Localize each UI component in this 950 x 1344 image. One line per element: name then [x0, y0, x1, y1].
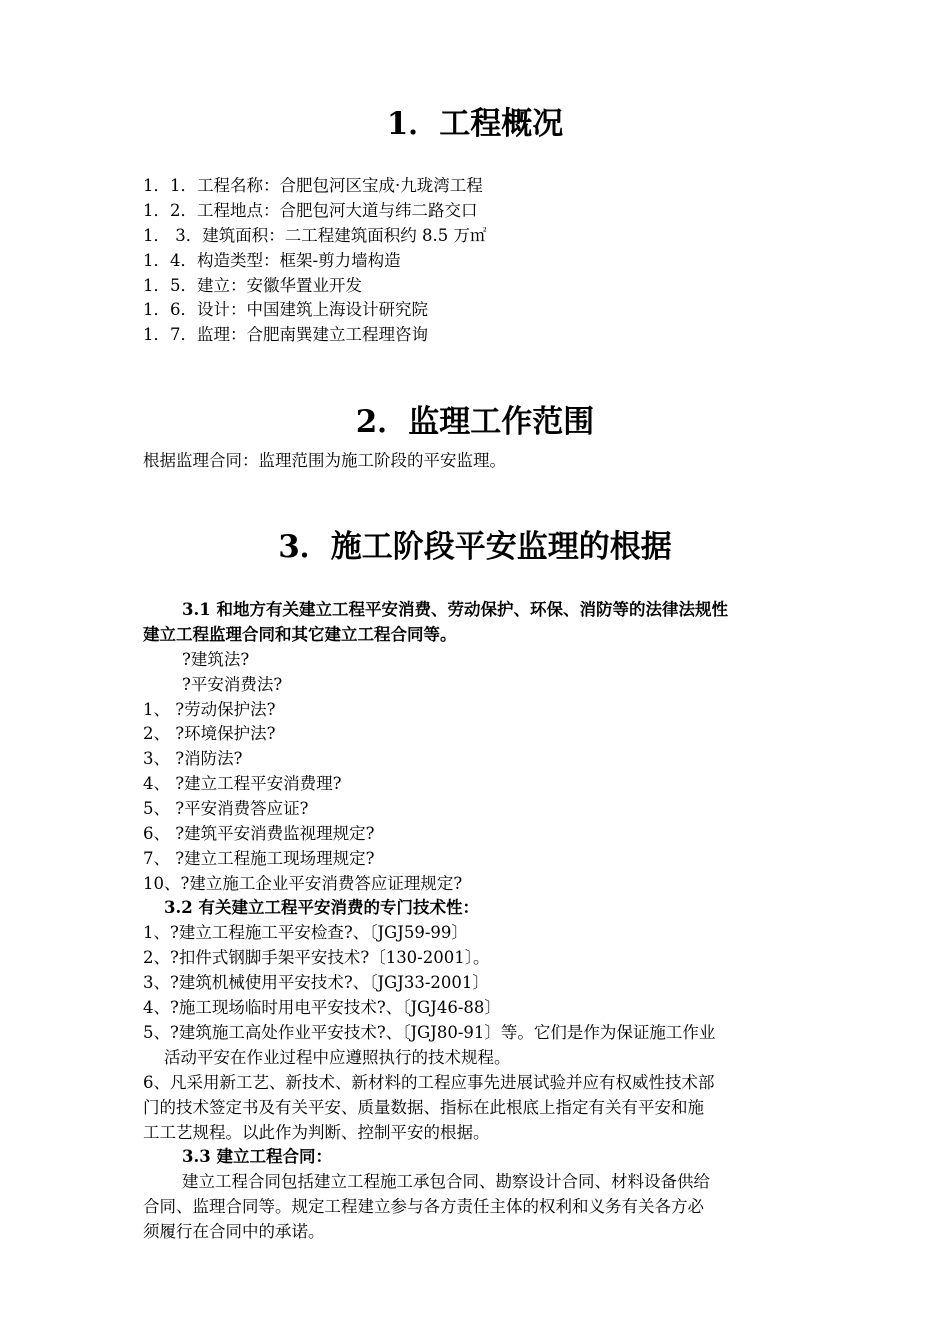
section-1-title: 1．工程概况 — [386, 106, 564, 142]
item-6-line-3: 工工艺规程。以此作为判断、控制平安的根据。 — [143, 1123, 490, 1142]
law-item: 1、 ?劳动保护法? — [143, 700, 276, 719]
supervisor: 1．7．监理：合肥南巽建立工程理咨询 — [143, 325, 428, 344]
tech-item: 1、?建立工程施工平安检查?、〔JGJ59-99〕 — [143, 923, 468, 942]
law-item: 10、?建立施工企业平安消费答应证理规定? — [143, 874, 463, 893]
tech-item: 5、?建筑施工高处作业平安技术?、〔JGJ80-91〕等。它们是作为保证施工作业 — [143, 1023, 716, 1042]
project-location: 1．2．工程地点：合肥包河大道与纬二路交口 — [143, 201, 478, 220]
item-6-line-2: 门的技术签定书及有关平安、质量数据、指标在此根底上指定有关有平安和施 — [143, 1098, 704, 1117]
law-item: 6、 ?建筑平安消费监视理规定? — [143, 824, 375, 843]
section-3-1-heading: 3.1 和地方有关建立工程平安消费、劳动保护、环保、消防等的法律法规性 — [182, 600, 728, 619]
section-3-title: 3．施工阶段平安监理的根据 — [278, 529, 672, 565]
building-area: 1． 3．建筑面积：二工程建筑面积约 8.5 万㎡ — [143, 226, 487, 245]
project-name: 1．1．工程名称：合肥包河区宝成·九珑湾工程 — [143, 176, 483, 195]
section-3-3-heading: 3.3 建立工程合同： — [182, 1147, 332, 1166]
section-2-title: 2．监理工作范围 — [355, 404, 595, 440]
tech-item: 3、?建筑机械使用平安技术?、〔JGJ33-2001〕 — [143, 973, 489, 992]
designer: 1．6．设计：中国建筑上海设计研究院 — [143, 300, 428, 319]
developer: 1．5．建立：安徽华置业开发 — [143, 276, 362, 295]
law-item: ?建筑法? — [182, 650, 250, 669]
contracts-line-2: 合同、监理合同等。规定工程建立参与各方责任主体的权利和义务有关各方必 — [143, 1197, 704, 1216]
section-3-1-heading-cont: 建立工程监理合同和其它建立工程合同等。 — [143, 625, 457, 644]
law-item: ?平安消费法? — [182, 675, 283, 694]
law-item: 3、 ?消防法? — [143, 749, 243, 768]
scope-text: 根据监理合同：监理范围为施工阶段的平安监理。 — [143, 451, 506, 470]
law-item: 2、 ?环境保护法? — [143, 724, 276, 743]
structure-type: 1．4．构造类型：框架-剪力墙构造 — [143, 251, 401, 270]
tech-item-cont: 活动平安在作业过程中应遵照执行的技术规程。 — [164, 1048, 511, 1067]
contracts-line-1: 建立工程合同包括建立工程施工承包合同、勘察设计合同、材料设备供给 — [182, 1172, 710, 1191]
law-item: 4、 ?建立工程平安消费理? — [143, 774, 342, 793]
law-item: 7、 ?建立工程施工现场理规定? — [143, 849, 375, 868]
tech-item: 4、?施工现场临时用电平安技术?、〔JGJ46-88〕 — [143, 998, 501, 1017]
section-3-2-heading: 3.2 有关建立工程平安消费的专门技术性： — [164, 898, 479, 917]
law-item: 5、 ?平安消费答应证? — [143, 799, 309, 818]
contracts-line-3: 须履行在合同中的承诺。 — [143, 1222, 325, 1241]
tech-item: 2、?扣件式钢脚手架平安技术?〔130-2001〕。 — [143, 948, 490, 967]
item-6-line-1: 6、凡采用新工艺、新技术、新材料的工程应事先进展试验并应有权威性技术部 — [143, 1073, 715, 1092]
